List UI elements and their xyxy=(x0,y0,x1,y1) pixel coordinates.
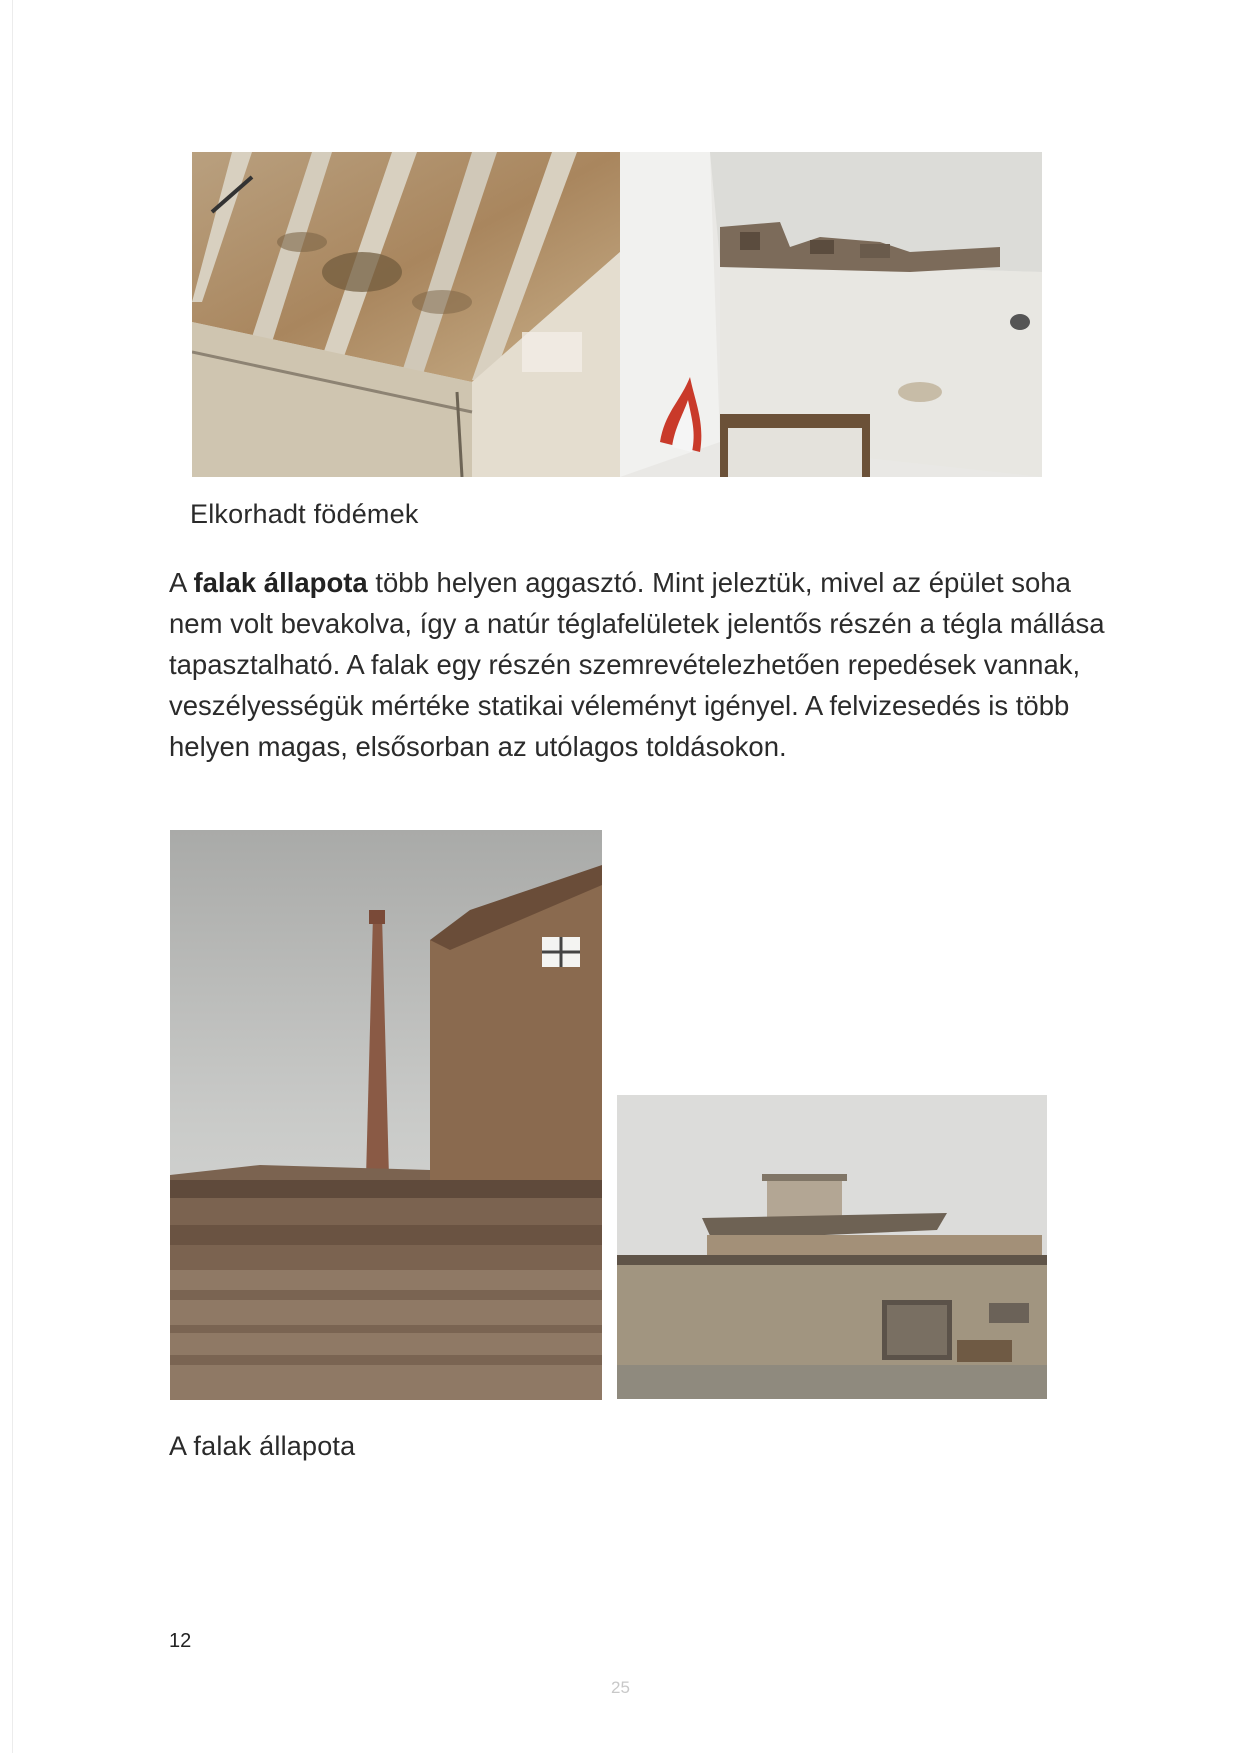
figure2-caption: A falak állapota xyxy=(169,1431,356,1461)
low-building-photo xyxy=(617,1095,1047,1399)
scan-page-number: 25 xyxy=(611,1678,630,1697)
paragraph-body: több helyen aggasztó. Mint jeleztük, mivel az épület soha nem volt bevakolva, így a natúr téglafelületek jelentős részén a tégla mállása tapasztalható. A falak egy részén szemrevételezhetően repedések vannak, veszélyességük mértéke statikai véleményt igényel. A felvizesedés is több helyen magas, elsősorban az utólagos toldásokon. xyxy=(169,567,1105,762)
rotted-ceiling-photo xyxy=(192,152,620,477)
paragraph-lead: A xyxy=(169,567,186,598)
body-paragraph xyxy=(169,562,1129,767)
figure1-caption: Elkorhadt födémek xyxy=(190,499,419,529)
damaged-wall-photo xyxy=(620,152,1042,477)
scan-edge xyxy=(12,0,13,1753)
page-number: 12 xyxy=(169,1630,192,1652)
paragraph-bold-term: falak állapota xyxy=(193,567,368,598)
chimney-building-photo xyxy=(170,830,602,1400)
